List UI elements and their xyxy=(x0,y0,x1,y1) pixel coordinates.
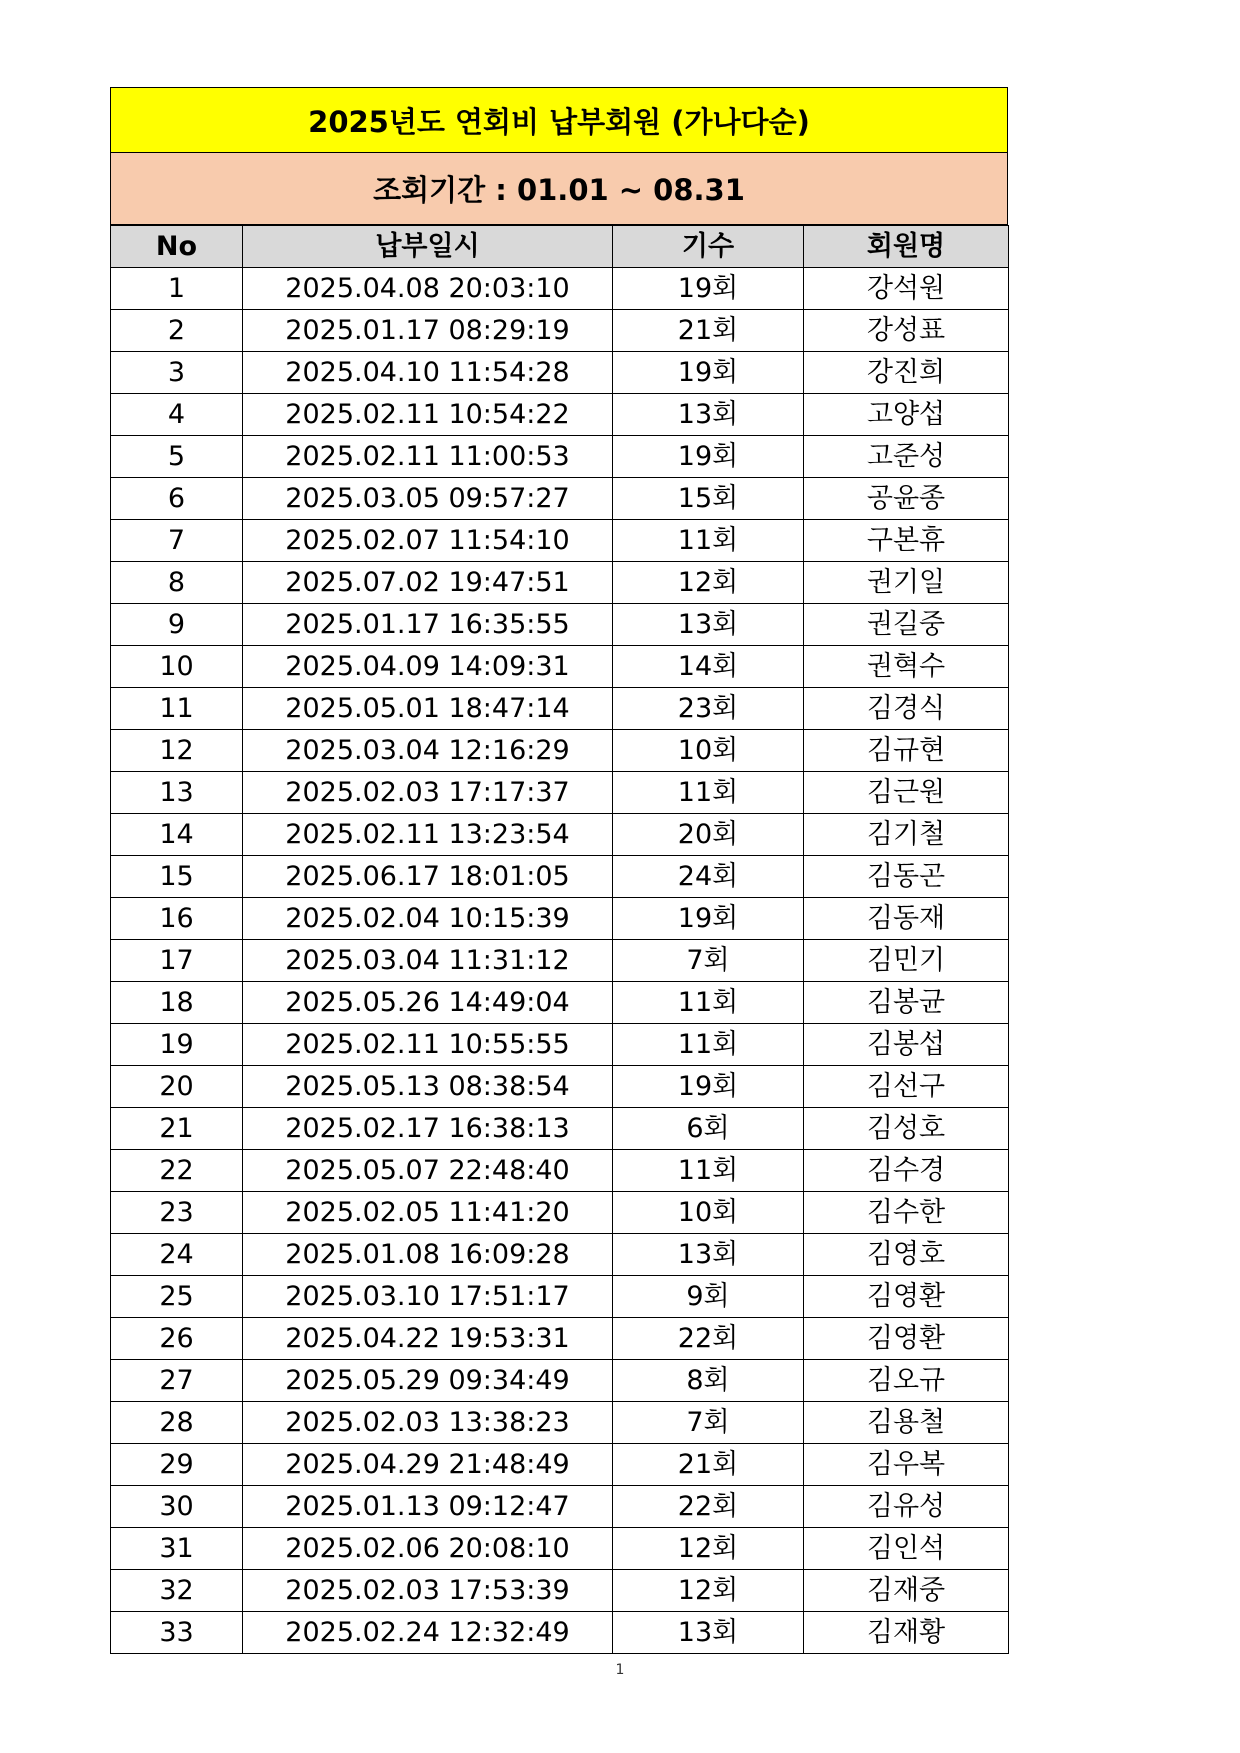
cell-payment-datetime: 2025.03.04 12:16:29 xyxy=(243,730,613,772)
cell-payment-datetime: 2025.05.01 18:47:14 xyxy=(243,688,613,730)
cell-class: 21회 xyxy=(613,1444,804,1486)
cell-member-name: 강진희 xyxy=(804,352,1009,394)
cell-payment-datetime: 2025.02.11 11:00:53 xyxy=(243,436,613,478)
cell-class: 19회 xyxy=(613,1066,804,1108)
table-row xyxy=(111,562,1009,604)
cell-class: 19회 xyxy=(613,352,804,394)
cell-no: 21 xyxy=(111,1108,243,1150)
cell-member-name: 구본휴 xyxy=(804,520,1009,562)
column-header-class: 기수 xyxy=(613,226,804,268)
cell-class: 12회 xyxy=(613,1570,804,1612)
cell-member-name: 고준성 xyxy=(804,436,1009,478)
cell-no: 33 xyxy=(111,1612,243,1654)
cell-member-name: 김영환 xyxy=(804,1318,1009,1360)
cell-payment-datetime: 2025.02.04 10:15:39 xyxy=(243,898,613,940)
table-row xyxy=(111,940,1009,982)
table-row xyxy=(111,478,1009,520)
cell-class: 14회 xyxy=(613,646,804,688)
table-row xyxy=(111,1234,1009,1276)
cell-no: 26 xyxy=(111,1318,243,1360)
cell-member-name: 김영호 xyxy=(804,1234,1009,1276)
cell-no: 6 xyxy=(111,478,243,520)
table-row xyxy=(111,982,1009,1024)
cell-class: 21회 xyxy=(613,310,804,352)
cell-class: 12회 xyxy=(613,1528,804,1570)
cell-member-name: 김동곤 xyxy=(804,856,1009,898)
cell-member-name: 김민기 xyxy=(804,940,1009,982)
cell-member-name: 김경식 xyxy=(804,688,1009,730)
cell-member-name: 김재황 xyxy=(804,1612,1009,1654)
cell-payment-datetime: 2025.07.02 19:47:51 xyxy=(243,562,613,604)
table-row xyxy=(111,1150,1009,1192)
table-row xyxy=(111,268,1009,310)
cell-member-name: 김성호 xyxy=(804,1108,1009,1150)
cell-no: 15 xyxy=(111,856,243,898)
cell-no: 12 xyxy=(111,730,243,772)
cell-class: 13회 xyxy=(613,394,804,436)
cell-no: 32 xyxy=(111,1570,243,1612)
cell-payment-datetime: 2025.03.04 11:31:12 xyxy=(243,940,613,982)
table-row xyxy=(111,730,1009,772)
cell-member-name: 고양섭 xyxy=(804,394,1009,436)
cell-payment-datetime: 2025.02.11 10:55:55 xyxy=(243,1024,613,1066)
cell-class: 11회 xyxy=(613,1150,804,1192)
cell-payment-datetime: 2025.04.29 21:48:49 xyxy=(243,1444,613,1486)
cell-payment-datetime: 2025.05.26 14:49:04 xyxy=(243,982,613,1024)
cell-no: 3 xyxy=(111,352,243,394)
cell-no: 8 xyxy=(111,562,243,604)
cell-class: 7회 xyxy=(613,1402,804,1444)
cell-no: 5 xyxy=(111,436,243,478)
table-row xyxy=(111,1318,1009,1360)
table-row xyxy=(111,1570,1009,1612)
cell-payment-datetime: 2025.05.29 09:34:49 xyxy=(243,1360,613,1402)
cell-payment-datetime: 2025.01.17 08:29:19 xyxy=(243,310,613,352)
table-row xyxy=(111,646,1009,688)
cell-class: 13회 xyxy=(613,604,804,646)
cell-class: 19회 xyxy=(613,898,804,940)
cell-payment-datetime: 2025.06.17 18:01:05 xyxy=(243,856,613,898)
table-row xyxy=(111,1528,1009,1570)
member-table xyxy=(110,225,1009,1654)
cell-class: 9회 xyxy=(613,1276,804,1318)
cell-member-name: 김규현 xyxy=(804,730,1009,772)
cell-class: 24회 xyxy=(613,856,804,898)
table-row xyxy=(111,898,1009,940)
member-fee-sheet xyxy=(110,87,1008,1654)
cell-member-name: 김봉균 xyxy=(804,982,1009,1024)
cell-member-name: 공윤종 xyxy=(804,478,1009,520)
cell-member-name: 권혁수 xyxy=(804,646,1009,688)
cell-payment-datetime: 2025.02.06 20:08:10 xyxy=(243,1528,613,1570)
cell-class: 13회 xyxy=(613,1612,804,1654)
cell-no: 25 xyxy=(111,1276,243,1318)
cell-member-name: 김유성 xyxy=(804,1486,1009,1528)
cell-class: 11회 xyxy=(613,1024,804,1066)
cell-payment-datetime: 2025.04.22 19:53:31 xyxy=(243,1318,613,1360)
table-row xyxy=(111,604,1009,646)
table-row xyxy=(111,1444,1009,1486)
cell-no: 31 xyxy=(111,1528,243,1570)
header-row xyxy=(111,226,1009,268)
cell-payment-datetime: 2025.01.13 09:12:47 xyxy=(243,1486,613,1528)
table-row xyxy=(111,856,1009,898)
cell-no: 13 xyxy=(111,772,243,814)
cell-payment-datetime: 2025.03.05 09:57:27 xyxy=(243,478,613,520)
cell-no: 1 xyxy=(111,268,243,310)
cell-class: 11회 xyxy=(613,982,804,1024)
page-number: 1 xyxy=(615,1662,625,1678)
table-row xyxy=(111,814,1009,856)
cell-payment-datetime: 2025.02.03 17:53:39 xyxy=(243,1570,613,1612)
cell-payment-datetime: 2025.02.24 12:32:49 xyxy=(243,1612,613,1654)
cell-member-name: 권길중 xyxy=(804,604,1009,646)
cell-class: 6회 xyxy=(613,1108,804,1150)
table-row xyxy=(111,310,1009,352)
cell-no: 4 xyxy=(111,394,243,436)
cell-payment-datetime: 2025.05.13 08:38:54 xyxy=(243,1066,613,1108)
table-row xyxy=(111,1402,1009,1444)
cell-member-name: 김선구 xyxy=(804,1066,1009,1108)
cell-payment-datetime: 2025.02.11 10:54:22 xyxy=(243,394,613,436)
table-row xyxy=(111,394,1009,436)
cell-class: 8회 xyxy=(613,1360,804,1402)
cell-no: 11 xyxy=(111,688,243,730)
cell-payment-datetime: 2025.03.10 17:51:17 xyxy=(243,1276,613,1318)
cell-class: 23회 xyxy=(613,688,804,730)
cell-payment-datetime: 2025.04.10 11:54:28 xyxy=(243,352,613,394)
cell-class: 20회 xyxy=(613,814,804,856)
cell-member-name: 김기철 xyxy=(804,814,1009,856)
table-row xyxy=(111,1192,1009,1234)
table-row xyxy=(111,1108,1009,1150)
cell-class: 11회 xyxy=(613,520,804,562)
cell-member-name: 김인석 xyxy=(804,1528,1009,1570)
cell-class: 15회 xyxy=(613,478,804,520)
cell-no: 19 xyxy=(111,1024,243,1066)
cell-payment-datetime: 2025.02.11 13:23:54 xyxy=(243,814,613,856)
cell-payment-datetime: 2025.01.17 16:35:55 xyxy=(243,604,613,646)
table-row xyxy=(111,436,1009,478)
table-row xyxy=(111,1612,1009,1654)
cell-payment-datetime: 2025.02.05 11:41:20 xyxy=(243,1192,613,1234)
cell-class: 22회 xyxy=(613,1486,804,1528)
cell-payment-datetime: 2025.02.07 11:54:10 xyxy=(243,520,613,562)
table-row xyxy=(111,688,1009,730)
cell-no: 14 xyxy=(111,814,243,856)
cell-payment-datetime: 2025.05.07 22:48:40 xyxy=(243,1150,613,1192)
cell-class: 10회 xyxy=(613,730,804,772)
cell-member-name: 김용철 xyxy=(804,1402,1009,1444)
cell-member-name: 김수한 xyxy=(804,1192,1009,1234)
table-row xyxy=(111,520,1009,562)
table-row xyxy=(111,1486,1009,1528)
cell-class: 19회 xyxy=(613,436,804,478)
cell-payment-datetime: 2025.01.08 16:09:28 xyxy=(243,1234,613,1276)
cell-no: 29 xyxy=(111,1444,243,1486)
cell-no: 9 xyxy=(111,604,243,646)
cell-payment-datetime: 2025.04.09 14:09:31 xyxy=(243,646,613,688)
cell-no: 27 xyxy=(111,1360,243,1402)
column-header-payment-datetime: 납부일시 xyxy=(243,226,613,268)
cell-no: 7 xyxy=(111,520,243,562)
cell-no: 16 xyxy=(111,898,243,940)
cell-no: 10 xyxy=(111,646,243,688)
cell-no: 17 xyxy=(111,940,243,982)
cell-member-name: 김영환 xyxy=(804,1276,1009,1318)
table-row xyxy=(111,352,1009,394)
column-header-member-name: 회원명 xyxy=(804,226,1009,268)
column-header-no: No xyxy=(111,226,243,268)
cell-class: 13회 xyxy=(613,1234,804,1276)
cell-no: 30 xyxy=(111,1486,243,1528)
cell-payment-datetime: 2025.04.08 20:03:10 xyxy=(243,268,613,310)
cell-member-name: 김우복 xyxy=(804,1444,1009,1486)
sheet-title: 2025년도 연회비 납부회원 (가나다순) xyxy=(110,87,1008,153)
cell-no: 2 xyxy=(111,310,243,352)
cell-payment-datetime: 2025.02.03 17:17:37 xyxy=(243,772,613,814)
cell-member-name: 권기일 xyxy=(804,562,1009,604)
cell-member-name: 김재중 xyxy=(804,1570,1009,1612)
cell-class: 22회 xyxy=(613,1318,804,1360)
cell-member-name: 김근원 xyxy=(804,772,1009,814)
table-row xyxy=(111,1276,1009,1318)
cell-class: 7회 xyxy=(613,940,804,982)
cell-no: 24 xyxy=(111,1234,243,1276)
cell-member-name: 강석원 xyxy=(804,268,1009,310)
cell-class: 11회 xyxy=(613,772,804,814)
cell-member-name: 김동재 xyxy=(804,898,1009,940)
cell-no: 28 xyxy=(111,1402,243,1444)
cell-class: 10회 xyxy=(613,1192,804,1234)
cell-no: 22 xyxy=(111,1150,243,1192)
cell-class: 19회 xyxy=(613,268,804,310)
cell-member-name: 김오규 xyxy=(804,1360,1009,1402)
cell-no: 20 xyxy=(111,1066,243,1108)
cell-class: 12회 xyxy=(613,562,804,604)
cell-payment-datetime: 2025.02.17 16:38:13 xyxy=(243,1108,613,1150)
query-period: 조회기간 : 01.01 ~ 08.31 xyxy=(110,153,1008,225)
table-row xyxy=(111,1066,1009,1108)
cell-member-name: 김봉섭 xyxy=(804,1024,1009,1066)
cell-no: 18 xyxy=(111,982,243,1024)
cell-member-name: 김수경 xyxy=(804,1150,1009,1192)
table-row xyxy=(111,772,1009,814)
cell-no: 23 xyxy=(111,1192,243,1234)
table-row xyxy=(111,1024,1009,1066)
cell-payment-datetime: 2025.02.03 13:38:23 xyxy=(243,1402,613,1444)
cell-member-name: 강성표 xyxy=(804,310,1009,352)
table-row xyxy=(111,1360,1009,1402)
